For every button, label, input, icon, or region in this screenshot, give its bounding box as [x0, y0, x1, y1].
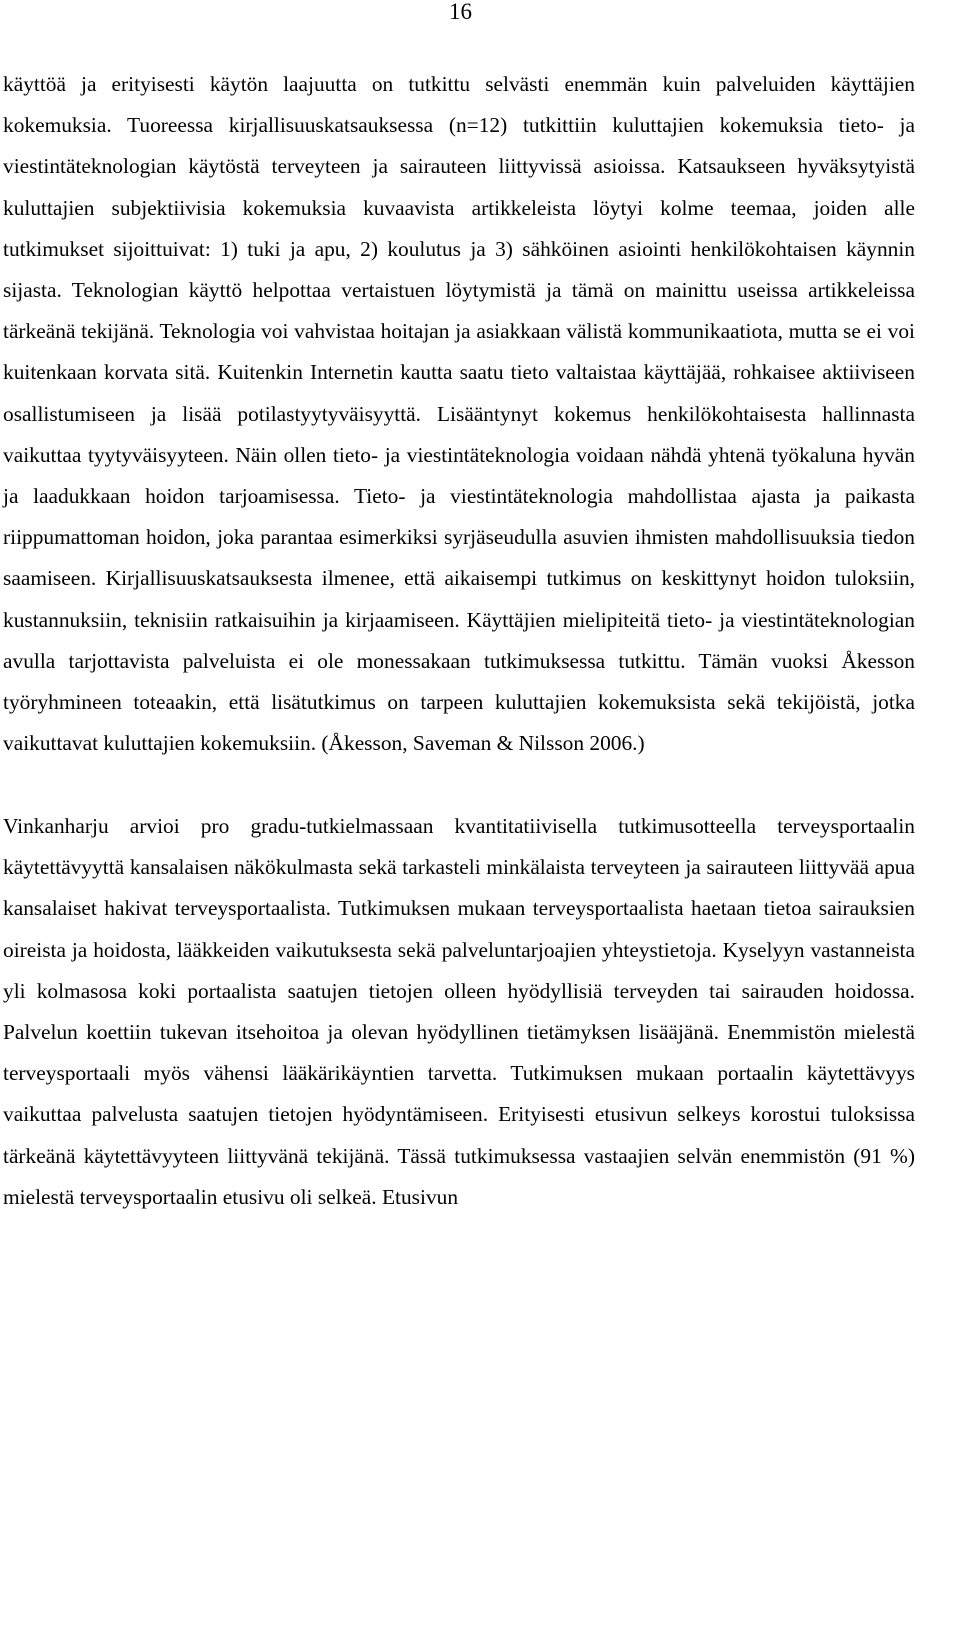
document-body	[3, 64, 915, 1218]
paragraph-consumer-experiences: käyttöä ja erityisesti käytön laajuutta on tutkittu selvästi enemmän kuin palveluiden käyttäjien kokemuksia. Tuoreessa kirjallisuuskatsauksessa (n=12) tutkittiin kuluttajien kokemuksia tieto- ja viestintäteknologian käytöstä terveyteen ja sairauteen liittyvissä asioissa. Katsaukseen hyväksytyistä kuluttajien subjektiivisia kokemuksia kuvaavista artikkeleista löytyi kolme teemaa, joiden alle tutkimukset sijoittuivat: 1) tuki ja apu, 2) koulutus ja 3) sähköinen asiointi henkilökohtaisen käynnin sijasta. Teknologian käyttö helpottaa vertaistuen löytymistä ja tämä on mainittu useissa artikkeleissa tärkeänä tekijänä. Teknologia voi vahvistaa hoitajan ja asiakkaan välistä kommunikaatiota, mutta se ei voi kuitenkaan korvata sitä. Kuitenkin Internetin kautta saatu tieto valtaistaa käyttäjää, rohkaisee aktiiviseen osallistumiseen ja lisää potilastyytyväisyyttä. Lisääntynyt kokemus henkilökohtaisesta hallinnasta vaikuttaa tyytyväisyyteen. Näin ollen tieto- ja viestintäteknologia voidaan nähdä yhtenä työkaluna hyvän ja laadukkaan hoidon tarjoamisessa. Tieto- ja viestintäteknologia mahdollistaa ajasta ja paikasta riippumattoman hoidon, joka parantaa esimerkiksi syrjäseudulla asuvien ihmisten mahdollisuuksia tiedon saamiseen. Kirjallisuuskatsauksesta ilmenee, että aikaisempi tutkimus on keskittynyt hoidon tuloksiin, kustannuksiin, teknisiin ratkaisuihin ja kirjaamiseen. Käyttäjien mielipiteitä tieto- ja viestintäteknologian avulla tarjottavista palveluista ei ole monessakaan tutkimuksessa tutkittu. Tämän vuoksi Åkesson työryhmineen toteaakin, että lisätutkimus on tarpeen kuluttajien kokemuksista sekä tekijöistä, jotka vaikuttavat kuluttajien kokemuksiin. (Åkesson, Saveman & Nilsson 2006.)	[3, 72, 915, 756]
paragraph-vinkanharju-study: Vinkanharju arvioi pro gradu-tutkielmassaan kvantitatiivisella tutkimusotteella terveysportaalin käytettävyyttä kansalaisen näkökulmasta sekä tarkasteli minkälaista terveyteen ja sairauteen liittyvää apua kansalaiset hakivat terveysportaalista. Tutkimuksen mukaan terveysportaalista haetaan tietoa sairauksien oireista ja hoidosta, lääkkeiden vaikutuksesta sekä palveluntarjoajien yhteystietoja. Kyselyyn vastanneista yli kolmasosa koki portaalista saatujen tietojen olleen hyödyllisiä terveyden tai sairauden hoidossa. Palvelun koettiin tukevan itsehoitoa ja olevan hyödyllinen tietämyksen lisääjänä. Enemmistön mielestä terveysportaali myös vähensi lääkärikäyntien tarvetta. Tutkimuksen mukaan portaalin käytettävyys vaikuttaa palvelusta saatujen tietojen hyödyntämiseen. Erityisesti etusivun selkeys korostui tuloksissa tärkeänä käytettävyyteen liittyvänä tekijänä. Tässä tutkimuksessa vastaajien selvän enemmistön (91 %) mielestä terveysportaalin etusivu oli selkeä. Etusivun	[3, 813, 915, 1209]
page-number: 16	[449, 0, 472, 24]
